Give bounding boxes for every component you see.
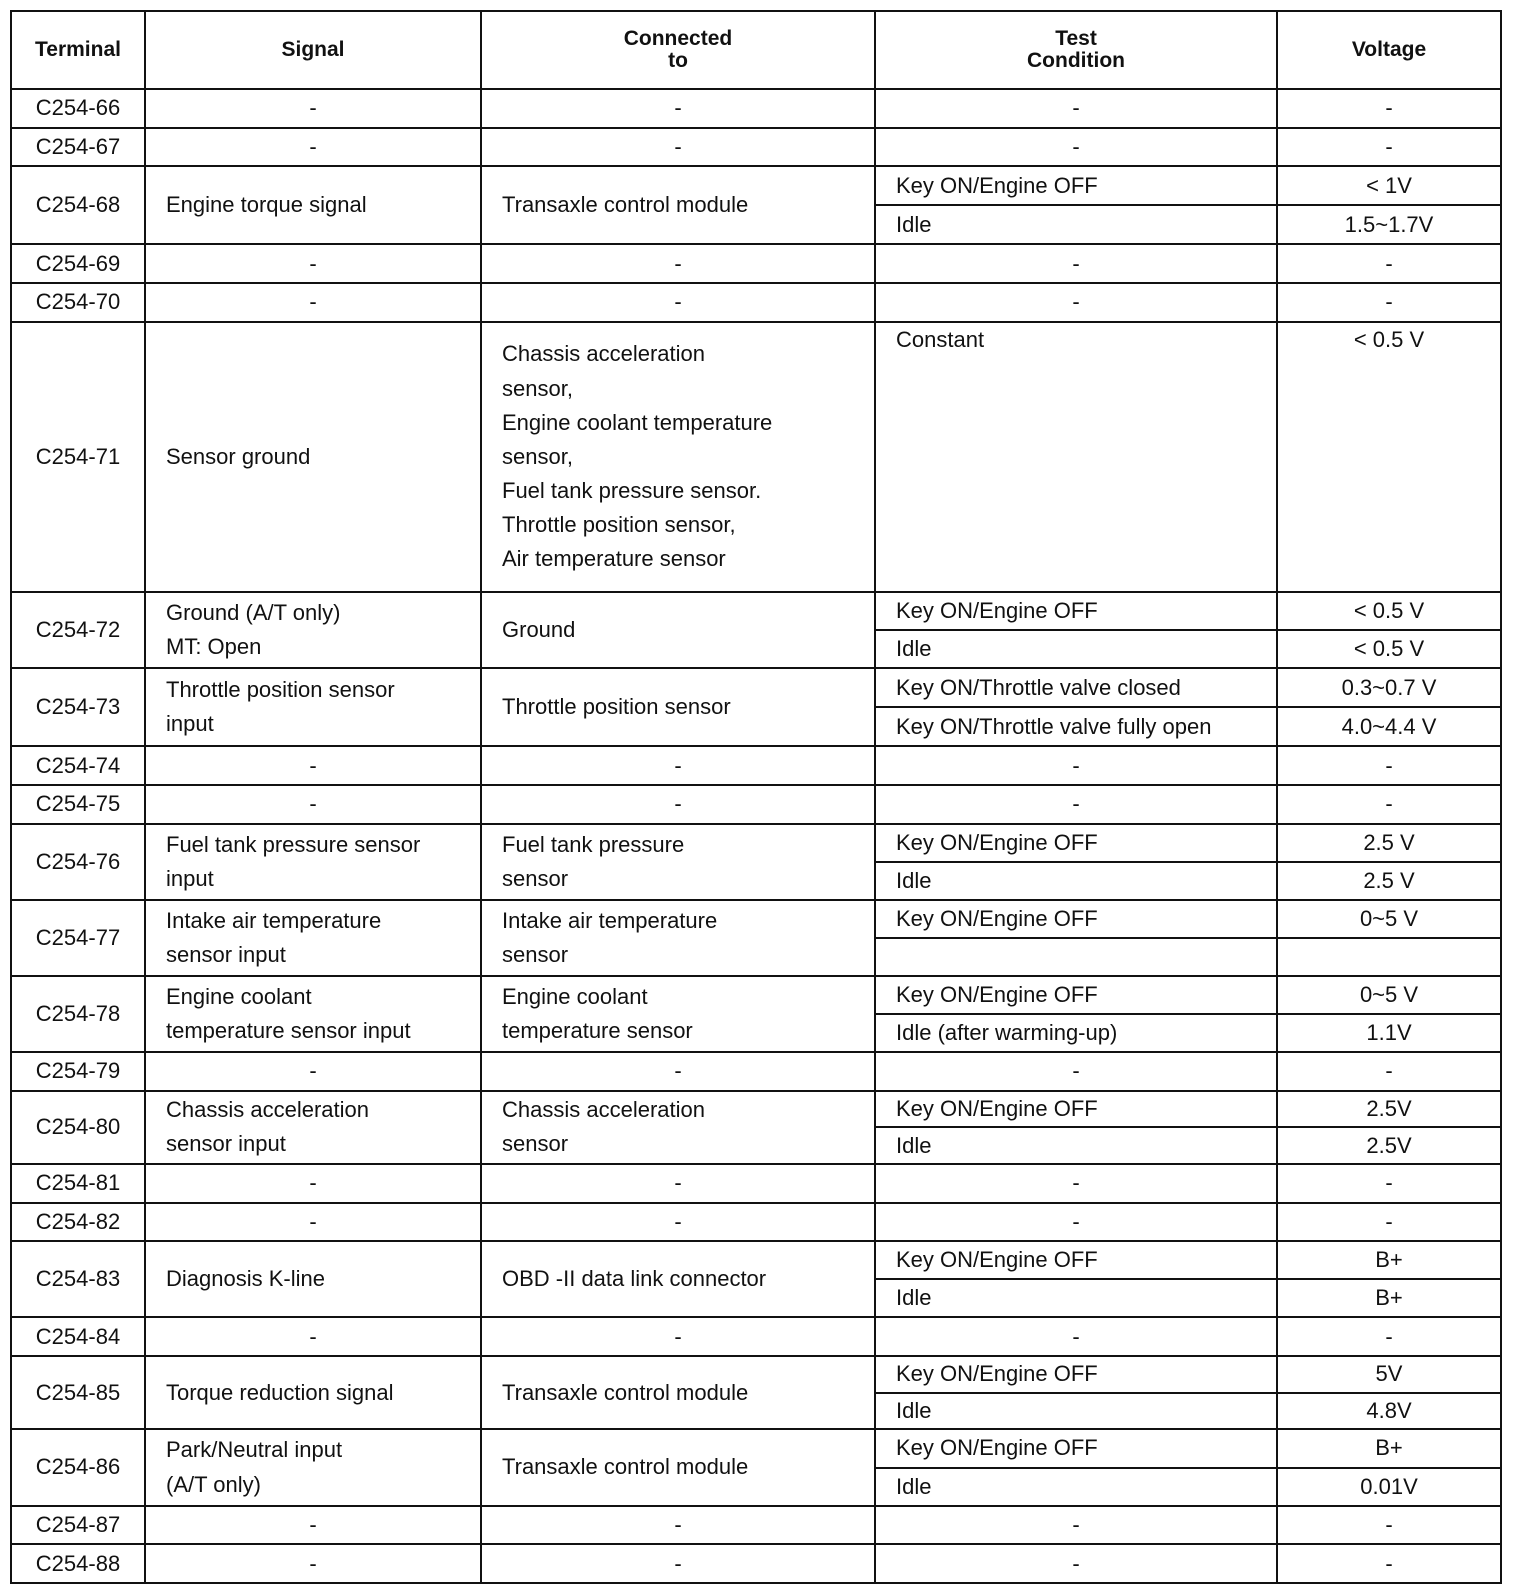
- connected-cell: [481, 166, 875, 244]
- terminal-cell: C254-70: [11, 283, 145, 322]
- signal-line: Sensor ground: [166, 443, 311, 469]
- signal-line: -: [309, 791, 317, 817]
- condition-cell: Idle: [875, 862, 1277, 900]
- signal-line: Intake air temperature: [166, 907, 382, 933]
- connected-cell: [481, 1317, 875, 1356]
- condition-cell: Idle: [875, 630, 1277, 668]
- condition-cell: Key ON/Throttle valve closed: [875, 668, 1277, 707]
- signal-line: -: [309, 1170, 317, 1196]
- condition-cell: Idle: [875, 1279, 1277, 1317]
- connected-line: Chassis acceleration: [502, 1097, 705, 1123]
- terminal-cell: C254-80: [11, 1091, 145, 1164]
- condition-cell: -: [875, 1317, 1277, 1356]
- signal-cell: [145, 1544, 481, 1583]
- signal-cell: [145, 1203, 481, 1242]
- table-row: [11, 976, 1501, 1014]
- table-row: [11, 592, 1501, 630]
- condition-cell: Idle: [875, 1468, 1277, 1506]
- signal-cell: [145, 592, 481, 668]
- voltage-cell: 2.5V: [1277, 1091, 1501, 1128]
- table-row: [11, 322, 1501, 592]
- connected-line: sensor: [502, 865, 569, 891]
- condition-cell: -: [875, 1544, 1277, 1583]
- header-voltage: Voltage: [1277, 11, 1501, 89]
- connected-line: -: [674, 95, 682, 121]
- signal-line: -: [309, 95, 317, 121]
- voltage-cell: 2.5 V: [1277, 824, 1501, 862]
- voltage-cell: 4.8V: [1277, 1393, 1501, 1430]
- condition-cell: Key ON/Engine OFF: [875, 592, 1277, 630]
- signal-line: Ground (A/T only): [166, 599, 341, 625]
- signal-cell: [145, 1317, 481, 1356]
- connected-cell: [481, 1241, 875, 1317]
- header-connected-line: to: [668, 49, 688, 72]
- signal-line: Torque reduction signal: [166, 1379, 394, 1405]
- voltage-cell: 1.1V: [1277, 1014, 1501, 1052]
- table-row: [11, 668, 1501, 707]
- header-connected-to: [481, 11, 875, 89]
- signal-line: -: [309, 1058, 317, 1084]
- voltage-cell: 0~5 V: [1277, 900, 1501, 938]
- signal-line: -: [309, 289, 317, 315]
- voltage-cell: -: [1277, 128, 1501, 167]
- connected-cell: [481, 1052, 875, 1091]
- connected-cell: [481, 283, 875, 322]
- terminal-cell: C254-87: [11, 1506, 145, 1545]
- connected-line: -: [674, 1323, 682, 1349]
- terminal-cell: C254-74: [11, 746, 145, 785]
- terminal-cell: C254-83: [11, 1241, 145, 1317]
- condition-cell: Key ON/Engine OFF: [875, 166, 1277, 205]
- connected-line: Transaxle control module: [502, 192, 749, 218]
- voltage-cell: 2.5 V: [1277, 862, 1501, 900]
- signal-cell: [145, 128, 481, 167]
- condition-cell: Key ON/Engine OFF: [875, 1356, 1277, 1393]
- condition-cell: -: [875, 1506, 1277, 1545]
- voltage-cell: -: [1277, 1164, 1501, 1203]
- table-row: [11, 89, 1501, 128]
- signal-cell: [145, 824, 481, 900]
- signal-cell: [145, 166, 481, 244]
- header-terminal: Terminal: [11, 11, 145, 89]
- terminal-pinout-table: [10, 10, 1502, 1584]
- terminal-cell: C254-77: [11, 900, 145, 976]
- voltage-cell: 0~5 V: [1277, 976, 1501, 1014]
- table-row: [11, 785, 1501, 824]
- condition-cell: -: [875, 1164, 1277, 1203]
- table-row: [11, 244, 1501, 283]
- signal-cell: [145, 322, 481, 592]
- terminal-cell: C254-81: [11, 1164, 145, 1203]
- signal-line: temperature sensor input: [166, 1018, 411, 1044]
- signal-cell: [145, 746, 481, 785]
- connected-cell: [481, 1203, 875, 1242]
- signal-line: Fuel tank pressure sensor: [166, 831, 421, 857]
- condition-cell: -: [875, 1203, 1277, 1242]
- condition-cell: Key ON/Engine OFF: [875, 824, 1277, 862]
- signal-cell: [145, 1241, 481, 1317]
- terminal-cell: C254-85: [11, 1356, 145, 1429]
- table-row: [11, 1091, 1501, 1128]
- connected-cell: [481, 746, 875, 785]
- signal-cell: [145, 1356, 481, 1429]
- signal-line: Throttle position sensor: [166, 677, 395, 703]
- voltage-cell: 0.01V: [1277, 1468, 1501, 1506]
- header-connected-line: Connected: [623, 26, 733, 50]
- signal-line: -: [309, 1323, 317, 1349]
- connected-cell: [481, 1429, 875, 1505]
- voltage-cell: -: [1277, 1544, 1501, 1583]
- condition-cell: Key ON/Engine OFF: [875, 976, 1277, 1014]
- voltage-cell: 5V: [1277, 1356, 1501, 1393]
- connected-cell: [481, 1356, 875, 1429]
- voltage-cell: -: [1277, 746, 1501, 785]
- connected-line: Engine coolant: [502, 983, 648, 1009]
- connected-line: Transaxle control module: [502, 1454, 749, 1480]
- connected-cell: [481, 1091, 875, 1164]
- table-row: [11, 746, 1501, 785]
- signal-line: Engine coolant: [166, 983, 312, 1009]
- signal-line: -: [309, 133, 317, 159]
- condition-cell: -: [875, 746, 1277, 785]
- connected-cell: [481, 1544, 875, 1583]
- connected-line: Throttle position sensor,: [502, 511, 736, 537]
- voltage-cell: B+: [1277, 1241, 1501, 1279]
- connected-line: Engine coolant temperature: [502, 409, 773, 435]
- connected-line: temperature sensor: [502, 1018, 693, 1044]
- voltage-cell: B+: [1277, 1279, 1501, 1317]
- signal-cell: [145, 89, 481, 128]
- condition-cell: -: [875, 244, 1277, 283]
- signal-cell: [145, 1164, 481, 1203]
- connected-line: sensor: [502, 941, 569, 967]
- connected-cell: [481, 1506, 875, 1545]
- connected-cell: [481, 128, 875, 167]
- header-condition-line: Test: [1055, 26, 1097, 50]
- condition-cell: -: [875, 128, 1277, 167]
- connected-cell: [481, 900, 875, 976]
- table-row: [11, 1241, 1501, 1279]
- signal-line: -: [309, 1511, 317, 1537]
- header-test-condition: [875, 11, 1277, 89]
- voltage-cell: -: [1277, 1052, 1501, 1091]
- table-row: [11, 824, 1501, 862]
- table-row: [11, 1506, 1501, 1545]
- signal-cell: [145, 1091, 481, 1164]
- condition-cell: [875, 938, 1277, 976]
- table-row: [11, 128, 1501, 167]
- voltage-cell: -: [1277, 785, 1501, 824]
- connected-line: sensor,: [502, 443, 573, 469]
- table-body: [11, 89, 1501, 1583]
- voltage-cell: < 0.5 V: [1277, 630, 1501, 668]
- connected-cell: [481, 976, 875, 1052]
- condition-cell: -: [875, 89, 1277, 128]
- voltage-cell: < 0.5 V: [1277, 592, 1501, 630]
- terminal-cell: C254-78: [11, 976, 145, 1052]
- connected-line: -: [674, 1058, 682, 1084]
- condition-cell: Key ON/Engine OFF: [875, 1429, 1277, 1467]
- connected-cell: [481, 89, 875, 128]
- connected-cell: [481, 1164, 875, 1203]
- connected-line: -: [674, 752, 682, 778]
- voltage-cell: -: [1277, 1203, 1501, 1242]
- signal-cell: [145, 1506, 481, 1545]
- voltage-cell: -: [1277, 89, 1501, 128]
- connected-line: OBD -II data link connector: [502, 1266, 767, 1292]
- signal-cell: [145, 1429, 481, 1505]
- connected-cell: [481, 322, 875, 592]
- header-condition-line: Condition: [1027, 49, 1125, 72]
- connected-cell: [481, 824, 875, 900]
- voltage-cell: < 1V: [1277, 166, 1501, 205]
- signal-line: -: [309, 250, 317, 276]
- signal-line: -: [309, 1550, 317, 1576]
- signal-line: input: [166, 711, 214, 737]
- terminal-cell: C254-66: [11, 89, 145, 128]
- connected-line: Transaxle control module: [502, 1379, 749, 1405]
- condition-cell: Key ON/Throttle valve fully open: [875, 707, 1277, 746]
- connected-line: -: [674, 1511, 682, 1537]
- signal-line: Park/Neutral input: [166, 1437, 343, 1463]
- table-row: [11, 166, 1501, 205]
- voltage-cell: -: [1277, 1506, 1501, 1545]
- table-row: [11, 1544, 1501, 1583]
- condition-cell: Idle: [875, 1127, 1277, 1164]
- voltage-cell: 2.5V: [1277, 1127, 1501, 1164]
- connected-line: -: [674, 250, 682, 276]
- table-row: [11, 1164, 1501, 1203]
- signal-line: sensor input: [166, 1131, 286, 1157]
- signal-cell: [145, 244, 481, 283]
- condition-cell: -: [875, 785, 1277, 824]
- connected-cell: [481, 244, 875, 283]
- table-row: [11, 283, 1501, 322]
- voltage-cell: < 0.5 V: [1277, 322, 1501, 592]
- voltage-cell: -: [1277, 283, 1501, 322]
- terminal-cell: C254-86: [11, 1429, 145, 1505]
- signal-line: Chassis acceleration: [166, 1097, 369, 1123]
- condition-cell: Idle: [875, 1393, 1277, 1430]
- connected-line: -: [674, 791, 682, 817]
- voltage-cell: -: [1277, 1317, 1501, 1356]
- terminal-cell: C254-73: [11, 668, 145, 746]
- connected-line: Air temperature sensor: [502, 546, 726, 572]
- voltage-cell: 4.0~4.4 V: [1277, 707, 1501, 746]
- table-row: [11, 1356, 1501, 1393]
- signal-cell: [145, 668, 481, 746]
- condition-cell: Key ON/Engine OFF: [875, 1241, 1277, 1279]
- table-row: [11, 1052, 1501, 1091]
- terminal-cell: C254-75: [11, 785, 145, 824]
- connected-line: Chassis acceleration: [502, 341, 705, 367]
- terminal-cell: C254-69: [11, 244, 145, 283]
- signal-cell: [145, 976, 481, 1052]
- connected-line: -: [674, 289, 682, 315]
- condition-cell: Key ON/Engine OFF: [875, 900, 1277, 938]
- terminal-cell: C254-72: [11, 592, 145, 668]
- table-row: [11, 900, 1501, 938]
- terminal-cell: C254-82: [11, 1203, 145, 1242]
- terminal-cell: C254-67: [11, 128, 145, 167]
- connected-line: Intake air temperature: [502, 907, 718, 933]
- terminal-cell: C254-76: [11, 824, 145, 900]
- signal-cell: [145, 1052, 481, 1091]
- voltage-cell: B+: [1277, 1429, 1501, 1467]
- signal-line: input: [166, 865, 214, 891]
- terminal-cell: C254-88: [11, 1544, 145, 1583]
- connected-line: sensor: [502, 1131, 569, 1157]
- header-row: [11, 11, 1501, 89]
- condition-cell: -: [875, 283, 1277, 322]
- signal-line: (A/T only): [166, 1471, 261, 1497]
- signal-line: Diagnosis K-line: [166, 1266, 325, 1292]
- table-row: [11, 1429, 1501, 1467]
- condition-cell: -: [875, 1052, 1277, 1091]
- voltage-cell: -: [1277, 244, 1501, 283]
- terminal-cell: C254-84: [11, 1317, 145, 1356]
- signal-line: sensor input: [166, 941, 286, 967]
- signal-line: MT: Open: [166, 634, 262, 660]
- connected-cell: [481, 785, 875, 824]
- signal-cell: [145, 785, 481, 824]
- terminal-cell: C254-79: [11, 1052, 145, 1091]
- connected-cell: [481, 592, 875, 668]
- table-row: [11, 1203, 1501, 1242]
- header-signal: Signal: [145, 11, 481, 89]
- connected-line: -: [674, 133, 682, 159]
- condition-cell: Constant: [875, 322, 1277, 592]
- connected-cell: [481, 668, 875, 746]
- voltage-cell: 0.3~0.7 V: [1277, 668, 1501, 707]
- voltage-cell: [1277, 938, 1501, 976]
- connected-line: -: [674, 1208, 682, 1234]
- condition-cell: Idle (after warming-up): [875, 1014, 1277, 1052]
- connected-line: Ground: [502, 616, 576, 642]
- connected-line: Throttle position sensor: [502, 694, 731, 720]
- table-row: [11, 1317, 1501, 1356]
- terminal-cell: C254-68: [11, 166, 145, 244]
- signal-cell: [145, 900, 481, 976]
- signal-line: -: [309, 752, 317, 778]
- signal-line: Engine torque signal: [166, 192, 367, 218]
- voltage-cell: 1.5~1.7V: [1277, 205, 1501, 244]
- connected-line: sensor,: [502, 375, 573, 401]
- condition-cell: Idle: [875, 205, 1277, 244]
- condition-cell: Key ON/Engine OFF: [875, 1091, 1277, 1128]
- signal-line: -: [309, 1208, 317, 1234]
- signal-cell: [145, 283, 481, 322]
- connected-line: Fuel tank pressure: [502, 831, 685, 857]
- terminal-cell: C254-71: [11, 322, 145, 592]
- connected-line: -: [674, 1550, 682, 1576]
- connected-line: Fuel tank pressure sensor.: [502, 477, 762, 503]
- connected-line: -: [674, 1170, 682, 1196]
